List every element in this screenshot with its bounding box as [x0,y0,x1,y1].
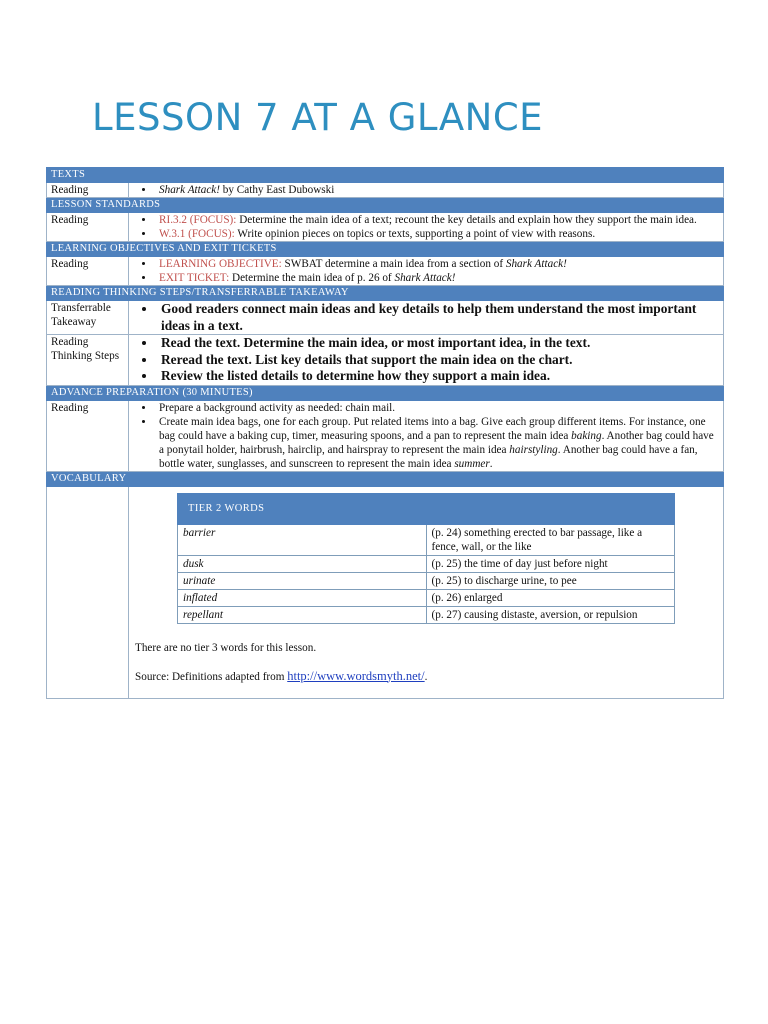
prep-text: Create main idea bags, one for each group. Put related items into a bag. Give each group different items. For instance, one bag could have a baking cup, timer, measuring spoons, and a pan to represent the main idea [159,415,706,442]
standard-item [155,227,719,241]
vocab-word: repellant [178,606,427,623]
texts-content [129,183,724,198]
row-label: Reading Thinking Steps [47,335,129,386]
section-title: TEXTS [47,168,724,183]
texts-row [47,183,724,198]
lesson-table [46,167,724,699]
vocab-row [178,589,675,606]
objectives-content [129,257,724,286]
book-author: by Cathy East Dubowski [220,184,335,196]
section-header-vocabulary [47,471,724,486]
standards-list [133,213,719,241]
tier2-header-row [178,493,675,524]
prep-item: • Prepare a background activity as needed: chain mail. [155,401,719,415]
texts-list [133,183,719,197]
standard-text: Determine the main idea of a text; recount the key details and explain how they support the main idea. [236,214,697,226]
section-header-objectives [47,242,724,257]
thinking-steps-list [133,335,719,385]
exit-ticket-tag: EXIT TICKET: [159,272,230,284]
section-title: LEARNING OBJECTIVES AND EXIT TICKETS [47,242,724,257]
vocab-word: urinate [178,572,427,589]
prep-content [129,400,724,471]
prep-text: . [489,457,493,470]
section-title: ADVANCE PREPARATION (30 MINUTES) [47,385,724,400]
vocab-word: dusk [178,555,427,572]
tier2-title: TIER 2 WORDS [178,493,675,524]
vocab-row [178,572,675,589]
source-link[interactable]: http://www.wordsmyth.net/ [287,668,425,683]
prep-row [47,400,724,471]
prep-text: . Another bag could have a ponytail holder, hairbrush, hairclip, and hairspray to represent the main idea [159,429,714,456]
thinking-step: • Review the listed details to determine how they support a main idea. [157,368,719,385]
objective-item [155,257,719,271]
section-header-thinking [47,286,724,301]
takeaway-content [129,301,724,335]
takeaway-list [133,301,719,334]
vocab-word: barrier [178,524,427,555]
vocabulary-content [129,486,724,698]
prep-list [133,401,719,471]
thinking-steps-row [47,335,724,386]
source-prefix: Source: Definitions adapted from [135,670,288,683]
vocab-definition: (p. 26) enlarged [426,589,675,606]
objectives-row [47,257,724,286]
row-label: Reading [47,400,129,471]
vocab-word: inflated [178,589,427,606]
standard-code: W.3.1 (FOCUS): [159,228,235,240]
objective-tag: LEARNING OBJECTIVE: [159,258,282,270]
no-tier3-note: There are no tier 3 words for this lesson. [135,641,317,654]
section-title: VOCABULARY [47,471,724,486]
section-header-prep [47,385,724,400]
row-label: Reading [47,257,129,286]
vocab-definition: (p. 25) the time of day just before night [426,555,675,572]
standards-row [47,213,724,242]
book-title: Shark Attack! [159,184,220,196]
section-title: READING THINKING STEPS/TRANSFERRABLE TAKEAWAY [47,286,724,301]
row-label: Reading [47,213,129,242]
text-item [155,183,719,197]
vocab-row [178,606,675,623]
row-label: Reading [47,183,129,198]
vocabulary-row [47,486,724,698]
standard-item [155,213,719,227]
prep-emphasis: summer [454,457,490,470]
vocab-definition: (p. 25) to discharge urine, to pee [426,572,675,589]
vocab-definition: (p. 24) something erected to bar passage, like a fence, wall, or the like [426,524,675,555]
standard-code: RI.3.2 (FOCUS): [159,214,237,226]
vocab-row [178,524,675,555]
prep-emphasis: baking [571,429,602,442]
objective-book: Shark Attack! [505,258,567,270]
takeaway-item: • Good readers connect main ideas and key details to help them understand the most important ideas in a text. [157,301,719,334]
source-suffix: . [424,670,428,683]
page-title: LESSON 7 AT A GLANCE [92,96,544,139]
standards-content [129,213,724,242]
objectives-list [133,257,719,285]
tier2-table [177,493,675,624]
thinking-step: • Reread the text. List key details that support the main idea on the chart. [157,352,719,369]
objective-text: SWBAT determine a main idea from a section of [281,258,506,270]
section-header-texts [47,168,724,183]
row-label: Transferrable Takeaway [47,301,129,335]
vocab-row [178,555,675,572]
vocab-definition: (p. 27) causing distaste, aversion, or repulsion [426,606,675,623]
thinking-steps-content [129,335,724,386]
prep-emphasis: hairstyling [509,443,558,456]
exit-ticket-book: Shark Attack! [394,272,456,284]
exit-ticket-text: Determine the main idea of p. 26 of [229,272,395,284]
takeaway-row [47,301,724,335]
prep-text: . Another bag could have a fan, bottle water, sunglasses, and sunscreen to represent the main idea [159,443,698,470]
prep-item [155,415,719,471]
exit-ticket-item [155,271,719,285]
section-title: LESSON STANDARDS [47,198,724,213]
thinking-step: • Read the text. Determine the main idea, or most important idea, in the text. [157,335,719,352]
source-line [135,669,723,684]
standard-text: Write opinion pieces on topics or texts, supporting a point of view with reasons. [234,228,596,240]
row-label-empty [47,486,129,698]
section-header-standards [47,198,724,213]
